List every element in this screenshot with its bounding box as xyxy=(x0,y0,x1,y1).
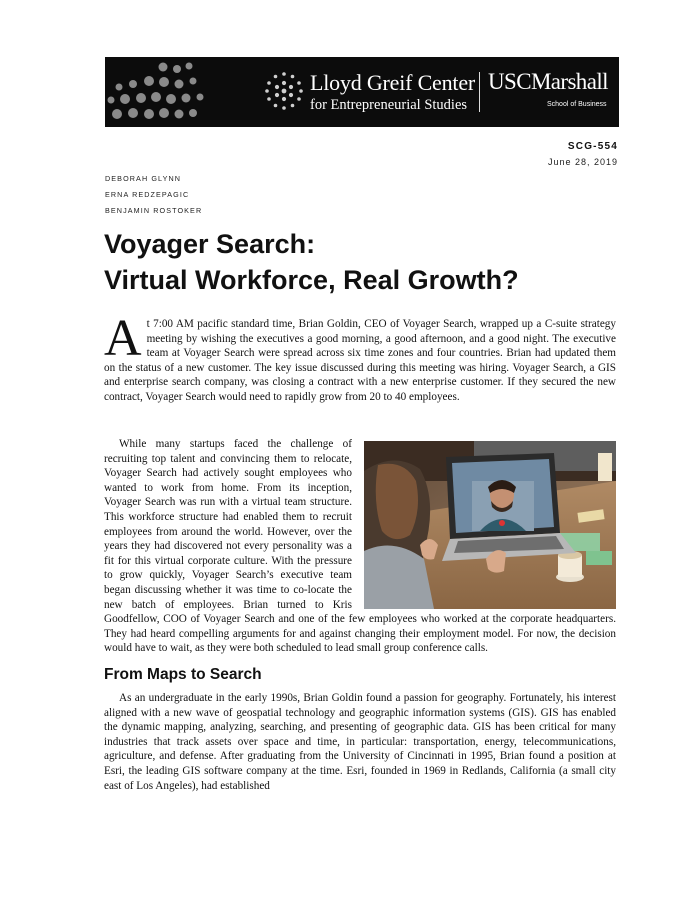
header-banner xyxy=(105,57,619,127)
drop-cap: A xyxy=(104,310,142,367)
intro-paragraph xyxy=(104,310,616,405)
title-line-2: Virtual Workforce, Real Growth? xyxy=(104,265,519,295)
author-name: ERNA REDZEPAGIC xyxy=(105,190,190,199)
paragraph-maps-to-search: As an undergraduate in the early 1990s, Brian Goldin found a passion for geography. Fortunately, his interest aligned with a new wave of geospatial technology and geographic information systems (GIS). GIS has enabled the dynamic mapping, analyzing, searching, and presenting of geographic data. GIS has been critical for many industries that track assets over space and time, in particular: transportation, energy, telecommunications, agriculture, and defense. After graduating from the University of Cincinnati in 1995, Brian found a position at Esri, the leading GIS software company at the time. Esri, founded in 1969 in Redlands, California (a small city east of Los Angeles), had established xyxy=(104,692,616,792)
author-list xyxy=(105,171,202,219)
section-heading: From Maps to Search xyxy=(104,666,262,683)
case-number: SCG-554 xyxy=(567,141,618,152)
center-name-line1: Lloyd Greif Center xyxy=(310,70,476,95)
video-call-photo xyxy=(364,441,616,609)
logo-divider xyxy=(479,72,480,112)
paragraph-virtual-team xyxy=(104,437,616,656)
intro-paragraph-text: t 7:00 AM pacific standard time, Brian Goldin, CEO of Voyager Search, wrapped up a C-suite strategy meeting by wishing the executives a good morning, a good afternoon, and a good night. The executive team at Voyager Search were spread across six time zones and four countries. Brian had updated them on the status of a new customer. The key issue discussed during this meeting was hiring. Voyager Search, a GIS and enterprise search company, was closing a contract with a new enterprise customer. If they secured the new contract, Voyager Search would need to rapidly grow from 20 to 40 employees. xyxy=(104,318,616,403)
lloyd-greif-logo-icon xyxy=(262,69,306,113)
author-name: BENJAMIN ROSTOKER xyxy=(105,206,203,215)
title-line-1: Voyager Search: xyxy=(104,229,316,259)
document-title xyxy=(104,226,519,298)
author-name: DEBORAH GLYNN xyxy=(105,174,182,183)
usc-marshall-logo: USCMarshall xyxy=(488,69,608,94)
school-of-business-label: School of Business xyxy=(547,101,607,108)
center-name-line2: for Entrepreneurial Studies xyxy=(310,97,468,113)
dot-pattern-graphic xyxy=(105,57,215,127)
case-date: June 28, 2019 xyxy=(547,157,618,167)
paragraph-virtual-team-text: While many startups faced the challenge of recruiting top talent and convincing them to relocate, Voyager Search had actively sought employees who wanted to work from home. From its inception, Voyager Search was run with a virtual team structure. This workforce structure had enabled them to recruit employees from around the world. However, over the years they had discovered not every personality was a fit for this virtual corporate culture. With the pressure to grow quickly, Voyager Search’s executive team began discussing whether it was time to co-locate the new batch of employees. Brian turned to Kris Goodfellow, COO of Voyager Search and one of the few employees who worked at the corporate headquarters. They had heard compelling arguments for and against changing their employment model. For now, the decision would have to wait, as they were both scheduled to lead small group conference calls. xyxy=(104,438,616,655)
